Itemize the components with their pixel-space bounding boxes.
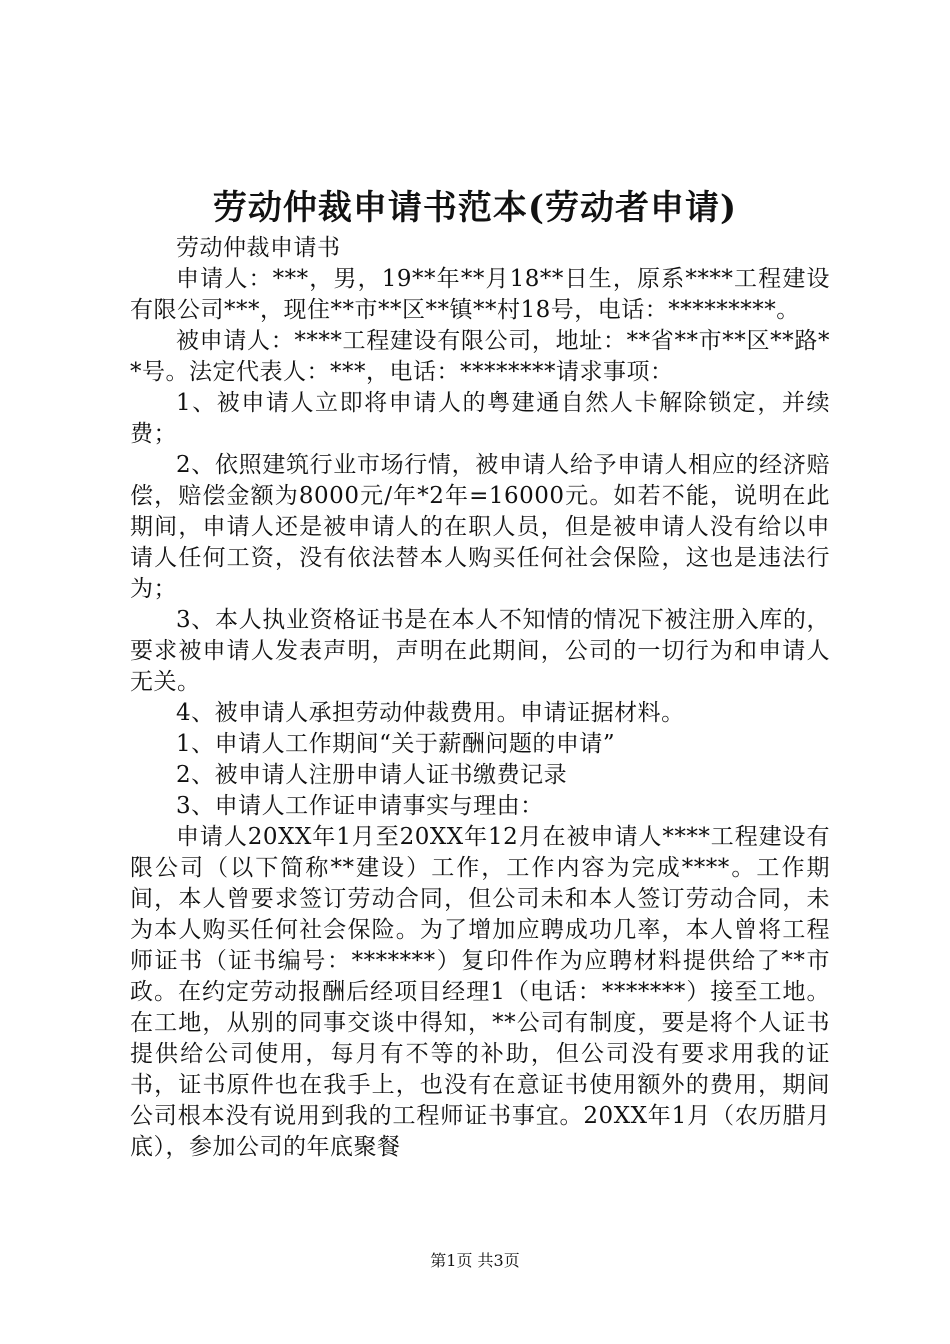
paragraph-request-4: 4、被申请人承担劳动仲裁费用。申请证据材料。 xyxy=(176,700,685,726)
paragraph-respondent: 被申请人：****工程建设有限公司，地址：**省**市**区**路**号。法定代表人：***，电话：********请求事项： xyxy=(130,328,830,385)
paragraph-evidence-3: 3、申请人工作证申请事实与理由： xyxy=(176,793,544,819)
paragraph-request-3: 3、本人执业资格证书是在本人不知情的情况下被注册入库的，要求被申请人发表声明，声明在此期间，公司的一切行为和申请人无关。 xyxy=(130,607,830,695)
paragraph-evidence-2: 2、被申请人注册申请人证书缴费记录 xyxy=(176,762,568,788)
document-body xyxy=(130,233,830,1163)
page-footer: 第1页 共3页 xyxy=(430,1251,520,1270)
paragraph-applicant: 申请人：***，男，19**年**月18**日生，原系****工程建设有限公司***，现住**市**区**镇**村18号，电话：*********。 xyxy=(130,266,830,323)
paragraph-evidence-1: 1、申请人工作期间“关于薪酬问题的申请” xyxy=(176,731,616,757)
paragraph-request-2: 2、依照建筑行业市场行情，被申请人给予申请人相应的经济赔偿，赔偿金额为8000元/年*2年=16000元。如若不能，说明在此期间，申请人还是被申请人的在职人员，但是被申请人没有给以申请人任何工资，没有依法替本人购买任何社会保险，这也是违法行为； xyxy=(130,452,830,602)
paragraph-request-1: 1、被申请人立即将申请人的粤建通自然人卡解除锁定，并续费； xyxy=(130,390,830,447)
document-title: 劳动仲裁申请书范本(劳动者申请) xyxy=(212,188,738,228)
paragraph-heading: 劳动仲裁申请书 xyxy=(176,235,341,261)
paragraph-facts: 申请人20XX年1月至20XX年12月在被申请人****工程建设有限公司（以下简称**建设）工作，工作内容为完成****。工作期间，本人曾要求签订劳动合同，但公司未和本人签订劳动合同，未为本人购买任何社会保险。为了增加应聘成功几率，本人曾将工程师证书（证书编号：*******）复印件作为应聘材料提供给了**市政。在约定劳动报酬后经项目经理1（电话：*******）接至工地。在工地，从别的同事交谈中得知，**公司有制度，要是将个人证书提供给公司使用，每月有不等的补助，但公司没有要求用我的证书，证书原件也在我手上，也没有在意证书使用额外的费用，期间公司根本没有说用到我的工程师证书事宜。20XX年1月（农历腊月底），参加公司的年底聚餐 xyxy=(130,824,830,1160)
